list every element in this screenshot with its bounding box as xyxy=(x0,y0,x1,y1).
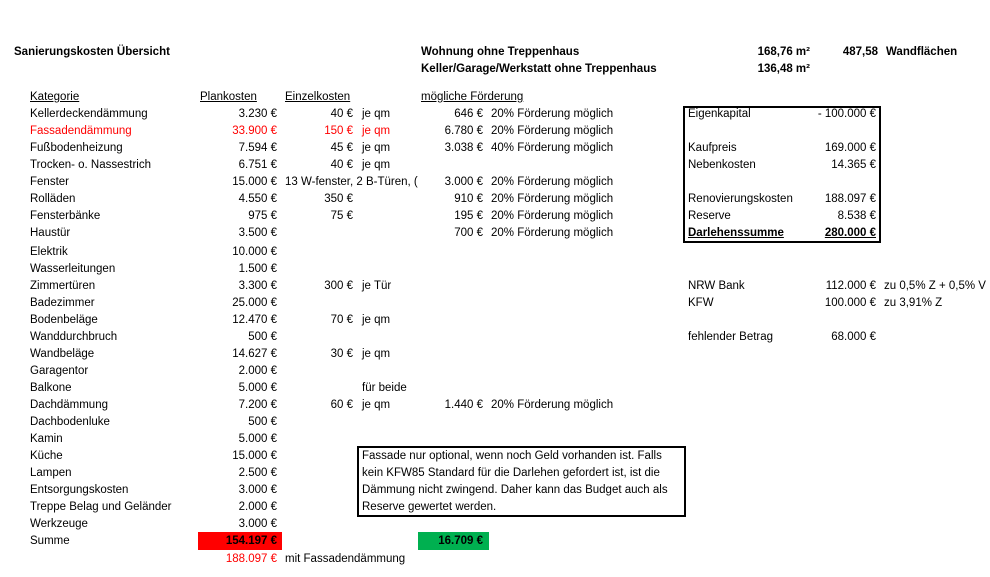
table-row xyxy=(0,380,990,397)
unit-cost-cell[interactable]: 60 € xyxy=(330,399,353,411)
planned-cost-cell[interactable]: 3.500 € xyxy=(238,227,277,239)
table-row xyxy=(0,414,990,431)
unit-cost-cell[interactable]: 300 € xyxy=(324,280,353,292)
planned-cost-cell[interactable]: 7.200 € xyxy=(238,399,277,411)
unit-cell[interactable]: je qm xyxy=(362,159,391,171)
planned-cost-cell[interactable]: 3.230 € xyxy=(238,108,277,120)
funding-note-cell[interactable]: 40% Förderung möglich xyxy=(491,142,614,154)
total-label[interactable]: Summe xyxy=(30,535,70,547)
planned-cost-cell[interactable]: 7.594 € xyxy=(238,142,277,154)
planned-cost-cell[interactable]: 3.300 € xyxy=(238,280,277,292)
funding-note-cell[interactable]: 20% Förderung möglich xyxy=(491,193,614,205)
unit-cost-cell[interactable]: 40 € xyxy=(330,108,353,120)
planned-cost-cell[interactable]: 1.500 € xyxy=(238,263,277,275)
category-cell[interactable]: Rolläden xyxy=(30,193,76,205)
planned-cost-cell[interactable]: 975 € xyxy=(248,210,277,222)
equity-value[interactable]: - 100.000 € xyxy=(817,108,876,120)
category-cell[interactable]: Treppe Belag und Geländer xyxy=(30,501,172,513)
renovation-costs-value[interactable]: 188.097 € xyxy=(824,193,876,205)
funding-note-cell[interactable]: 20% Förderung möglich xyxy=(491,227,614,239)
funding-note-cell[interactable]: 20% Förderung möglich xyxy=(491,125,614,137)
table-row xyxy=(0,312,990,329)
column-header-unit-cost[interactable] xyxy=(282,89,422,106)
unit-cell[interactable]: für beide xyxy=(362,382,407,394)
loan-total-label[interactable] xyxy=(683,225,800,242)
total-funding-cell[interactable]: 16.709 € xyxy=(418,532,489,550)
column-header-category[interactable] xyxy=(27,89,197,106)
column-header-category-text: Kategorie xyxy=(30,91,80,103)
table-row xyxy=(0,346,990,363)
category-cell[interactable]: Fassadendämmung xyxy=(30,125,132,137)
category-cell[interactable]: Trocken- o. Nassestrich xyxy=(30,159,151,171)
planned-cost-cell[interactable]: 500 € xyxy=(248,331,277,343)
note-text-box[interactable] xyxy=(357,446,686,517)
planned-cost-cell[interactable]: 5.000 € xyxy=(238,382,277,394)
funding-note-cell[interactable]: 20% Förderung möglich xyxy=(491,210,614,222)
reserve-label[interactable]: Reserve xyxy=(688,210,731,222)
table-row xyxy=(0,397,990,414)
planned-cost-cell[interactable]: 3.000 € xyxy=(238,518,277,530)
unit-cell[interactable]: je qm xyxy=(362,314,391,326)
planned-cost-cell[interactable]: 6.751 € xyxy=(238,159,277,171)
note-line: kein KFW85 Standard für die Darlehen gefordert ist, ist die xyxy=(362,467,660,479)
unit-cost-cell[interactable]: 75 € xyxy=(330,210,353,222)
unit-cost-cell[interactable]: 45 € xyxy=(330,142,353,154)
category-cell[interactable]: Haustür xyxy=(30,227,71,239)
unit-cell[interactable]: je qm xyxy=(362,399,391,411)
category-cell[interactable]: Badezimmer xyxy=(30,297,95,309)
funding-amount-cell[interactable]: 646 € xyxy=(454,108,483,120)
planned-cost-cell[interactable]: 12.470 € xyxy=(232,314,277,326)
category-cell[interactable]: Garagentor xyxy=(30,365,89,377)
category-cell[interactable]: Kamin xyxy=(30,433,63,445)
category-cell[interactable]: Elektrik xyxy=(30,246,68,258)
wall-area-value[interactable]: 487,58 xyxy=(842,46,878,58)
additional-costs-label[interactable]: Nebenkosten xyxy=(688,159,756,171)
category-cell[interactable]: Zimmertüren xyxy=(30,280,96,292)
additional-costs-value[interactable]: 14.365 € xyxy=(831,159,876,171)
area-label[interactable]: Keller/Garage/Werkstatt ohne Treppenhaus xyxy=(421,63,657,75)
planned-cost-cell[interactable]: 2.000 € xyxy=(238,365,277,377)
unit-cell[interactable]: je qm xyxy=(362,348,391,360)
column-header-funding[interactable] xyxy=(418,89,578,106)
category-cell[interactable]: Dachdämmung xyxy=(30,399,108,411)
loan-total-label-text: Darlehenssumme xyxy=(688,227,784,239)
unit-cost-cell[interactable]: 350 € xyxy=(324,193,353,205)
note-line: Fassade nur optional, wenn noch Geld vorhanden ist. Falls xyxy=(362,450,662,462)
funding-amount-cell[interactable]: 700 € xyxy=(454,227,483,239)
column-header-funding-text: mögliche Förderung xyxy=(421,91,524,103)
category-cell[interactable]: Dachbodenluke xyxy=(30,416,110,428)
unit-cell[interactable]: je qm xyxy=(362,125,391,137)
area-size[interactable]: 136,48 m² xyxy=(757,63,810,75)
funding-amount-cell[interactable]: 1.440 € xyxy=(444,399,483,411)
funding-amount-cell[interactable]: 910 € xyxy=(454,193,483,205)
unit-cell[interactable]: je qm xyxy=(362,108,391,120)
table-row xyxy=(0,363,990,380)
purchase-price-value[interactable]: 169.000 € xyxy=(824,142,876,154)
planned-cost-cell[interactable]: 25.000 € xyxy=(232,297,277,309)
planned-cost-cell[interactable]: 4.550 € xyxy=(238,193,277,205)
category-cell[interactable]: Fensterbänke xyxy=(30,210,101,222)
planned-cost-cell[interactable]: 14.627 € xyxy=(232,348,277,360)
renovation-costs-label[interactable]: Renovierungskosten xyxy=(688,193,793,205)
category-cell[interactable]: Bodenbeläge xyxy=(30,314,98,326)
area-size[interactable]: 168,76 m² xyxy=(757,46,810,58)
planned-cost-cell[interactable]: 15.000 € xyxy=(232,450,277,462)
category-cell[interactable]: Wasserleitungen xyxy=(30,263,116,275)
planned-cost-cell[interactable]: 15.000 € xyxy=(232,176,277,188)
funding-amount-cell[interactable]: 3.000 € xyxy=(444,176,483,188)
column-header-unit-cost-text: Einzelkosten xyxy=(285,91,351,103)
planned-cost-cell[interactable]: 500 € xyxy=(248,416,277,428)
funding-amount-cell[interactable]: 3.038 € xyxy=(444,142,483,154)
category-cell[interactable]: Fußbodenheizung xyxy=(30,142,123,154)
funding-note-cell[interactable]: 20% Förderung möglich xyxy=(491,176,614,188)
unit-cost-cell[interactable]: 40 € xyxy=(330,159,353,171)
sheet-title[interactable]: Sanierungskosten Übersicht xyxy=(14,46,170,58)
planned-cost-cell[interactable]: 5.000 € xyxy=(238,433,277,445)
table-row xyxy=(0,516,990,533)
note-line: Dämmung nicht zwingend. Daher kann das Budget auch als xyxy=(362,484,668,496)
planned-cost-cell[interactable]: 3.000 € xyxy=(238,484,277,496)
loan-amount[interactable]: 100.000 € xyxy=(824,297,876,309)
unit-cost-note-cell[interactable]: 13 W-fenster, 2 B-Türen, ( xyxy=(285,176,418,188)
total-planned-cell[interactable]: 154.197 € xyxy=(198,532,282,550)
purchase-price-label[interactable]: Kaufpreis xyxy=(688,142,737,154)
unit-cell[interactable]: je qm xyxy=(362,142,391,154)
funding-note-cell[interactable]: 20% Förderung möglich xyxy=(491,108,614,120)
category-cell[interactable]: Balkone xyxy=(30,382,72,394)
equity-label[interactable]: Eigenkapital xyxy=(688,108,751,120)
loan-lender[interactable]: NRW Bank xyxy=(688,280,745,292)
unit-cost-cell[interactable]: 30 € xyxy=(330,348,353,360)
category-cell[interactable]: Entsorgungskosten xyxy=(30,484,129,496)
unit-cell[interactable]: je Tür xyxy=(362,280,392,292)
planned-cost-cell[interactable]: 2.000 € xyxy=(238,501,277,513)
column-header-planned[interactable] xyxy=(197,89,282,106)
unit-cost-cell[interactable]: 70 € xyxy=(330,314,353,326)
category-cell[interactable]: Kellerdeckendämmung xyxy=(30,108,148,120)
loan-terms[interactable]: zu 0,5% Z + 0,5% V xyxy=(884,280,986,292)
total-with-facade-label[interactable]: mit Fassadendämmung xyxy=(285,553,406,565)
column-header-planned-text: Plankosten xyxy=(200,91,257,103)
funding-amount-cell[interactable]: 6.780 € xyxy=(444,125,483,137)
table-row xyxy=(0,261,990,278)
planned-cost-cell[interactable]: 2.500 € xyxy=(238,467,277,479)
unit-cost-cell[interactable]: 150 € xyxy=(324,125,353,137)
planned-cost-cell[interactable]: 33.900 € xyxy=(232,125,277,137)
funding-note-cell[interactable]: 20% Förderung möglich xyxy=(491,399,614,411)
missing-amount-value[interactable]: 68.000 € xyxy=(831,331,876,343)
loan-lender[interactable]: KFW xyxy=(688,297,714,309)
category-cell[interactable]: Werkzeuge xyxy=(30,518,88,530)
category-cell[interactable]: Lampen xyxy=(30,467,72,479)
wall-area-label[interactable]: Wandflächen xyxy=(886,46,958,58)
planned-cost-cell[interactable]: 10.000 € xyxy=(232,246,277,258)
loan-total-value-text: 280.000 € xyxy=(824,227,876,239)
category-cell[interactable]: Fenster xyxy=(30,176,69,188)
funding-amount-cell[interactable]: 195 € xyxy=(454,210,483,222)
note-line: Reserve gewertet werden. xyxy=(362,501,497,513)
loan-total-value[interactable] xyxy=(800,225,881,242)
category-cell[interactable]: Wanddurchbruch xyxy=(30,331,118,343)
area-label[interactable]: Wohnung ohne Treppenhaus xyxy=(421,46,580,58)
loan-terms[interactable]: zu 3,91% Z xyxy=(884,297,943,309)
total-with-facade-cell[interactable]: 188.097 € xyxy=(225,553,277,565)
category-cell[interactable]: Küche xyxy=(30,450,63,462)
loan-amount[interactable]: 112.000 € xyxy=(825,280,876,292)
table-row xyxy=(0,244,990,261)
missing-amount-label[interactable]: fehlender Betrag xyxy=(688,331,774,343)
category-cell[interactable]: Wandbeläge xyxy=(30,348,95,360)
reserve-value[interactable]: 8.538 € xyxy=(837,210,876,222)
